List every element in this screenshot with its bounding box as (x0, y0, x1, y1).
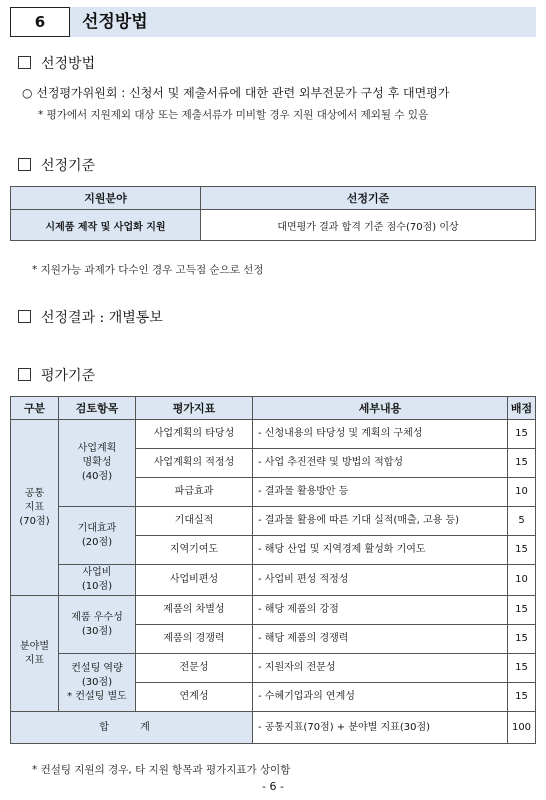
checkbox-square-icon (18, 368, 31, 381)
item-expected-effect: 기대효과 (20점) (59, 507, 136, 565)
total-label: 합 계 (11, 712, 253, 744)
detail-cell: - 사업비 편성 적정성 (253, 565, 508, 596)
score-cell: 15 (508, 596, 536, 625)
table-row (11, 420, 536, 449)
section-number: 6 (10, 7, 70, 37)
item-product-excellence: 제품 우수성 (30점) (59, 596, 136, 654)
exclusion-note: * 평가에서 지원제외 대상 또는 제출서류가 미비할 경우 지원 대상에서 제외될 수 있음 (38, 109, 429, 121)
header-detail: 세부내용 (253, 397, 508, 420)
header-review-item: 검토항목 (59, 397, 136, 420)
score-cell: 15 (508, 683, 536, 712)
detail-cell: - 해당 산업 및 지역경제 활성화 기여도 (253, 536, 508, 565)
table-row (11, 507, 536, 536)
indicator-cell: 파급효과 (136, 478, 253, 507)
indicator-cell: 제품의 경쟁력 (136, 625, 253, 654)
item-budget: 사업비 (10점) (59, 565, 136, 596)
score-cell: 15 (508, 420, 536, 449)
header-score: 배점 (508, 397, 536, 420)
indicator-cell: 지역기여도 (136, 536, 253, 565)
indicator-cell: 연계성 (136, 683, 253, 712)
header-indicator: 평가지표 (136, 397, 253, 420)
heading-selection-result: 선정결과 : 개별통보 (18, 307, 163, 327)
indicator-cell: 제품의 차별성 (136, 596, 253, 625)
score-cell: 10 (508, 565, 536, 596)
criteria-table (10, 186, 536, 241)
detail-cell: - 해당 제품의 경쟁력 (253, 625, 508, 654)
cell-field: 시제품 제작 및 사업화 지원 (11, 210, 201, 241)
score-cell: 15 (508, 449, 536, 478)
section-title: 선정방법 (82, 12, 148, 32)
indicator-cell: 전문성 (136, 654, 253, 683)
total-row (11, 712, 536, 744)
score-cell: 15 (508, 625, 536, 654)
indicator-cell: 사업계획의 타당성 (136, 420, 253, 449)
table-row (11, 565, 536, 596)
detail-cell: - 결과물 활용방안 등 (253, 478, 508, 507)
col-field: 지원분야 (11, 187, 201, 210)
detail-cell: - 수혜기업과의 연계성 (253, 683, 508, 712)
detail-cell: - 지원자의 전문성 (253, 654, 508, 683)
score-cell: 15 (508, 536, 536, 565)
table-row (11, 654, 536, 683)
item-business-plan: 사업계획 명확성 (40점) (59, 420, 136, 507)
total-score: 100 (508, 712, 536, 744)
detail-cell: - 신청내용의 타당성 및 계획의 구체성 (253, 420, 508, 449)
heading-evaluation-criteria: 평가기준 (18, 365, 95, 385)
heading-selection-method: 선정방법 (18, 53, 95, 73)
consulting-note: * 컨설팅 지원의 경우, 타 지원 항목과 평가지표가 상이함 (32, 764, 291, 776)
score-cell: 5 (508, 507, 536, 536)
detail-cell: - 결과물 활용에 따른 기대 실적(매출, 고용 등) (253, 507, 508, 536)
table-row (11, 596, 536, 625)
cell-criteria: 대면평가 결과 합격 기준 점수(70점) 이상 (201, 210, 536, 241)
committee-line: ○ 선정평가위원회 : 신청서 및 제출서류에 대한 관련 외부전문가 구성 후 대면평가 (22, 86, 450, 100)
score-cell: 15 (508, 654, 536, 683)
checkbox-square-icon (18, 310, 31, 323)
indicator-cell: 사업계획의 적정성 (136, 449, 253, 478)
indicator-cell: 기대실적 (136, 507, 253, 536)
heading-selection-criteria: 선정기준 (18, 155, 95, 175)
page-number: - 6 - (262, 780, 284, 793)
group-common: 공통 지표 (70점) (11, 420, 59, 596)
score-cell: 10 (508, 478, 536, 507)
col-criteria: 선정기준 (201, 187, 536, 210)
indicator-cell: 사업비편성 (136, 565, 253, 596)
header-category: 구분 (11, 397, 59, 420)
priority-note: * 지원가능 과제가 다수인 경우 고득점 순으로 선정 (32, 264, 264, 276)
evaluation-table (10, 396, 536, 744)
item-consulting: 컨설팅 역량 (30점) * 컨설팅 별도 (59, 654, 136, 712)
section-header (10, 7, 536, 37)
checkbox-square-icon (18, 158, 31, 171)
total-detail: - 공통지표(70점) + 분야별 지표(30점) (253, 712, 508, 744)
detail-cell: - 해당 제품의 강점 (253, 596, 508, 625)
detail-cell: - 사업 추진전략 및 방법의 적합성 (253, 449, 508, 478)
checkbox-square-icon (18, 56, 31, 69)
group-field: 분야별 지표 (11, 596, 59, 712)
